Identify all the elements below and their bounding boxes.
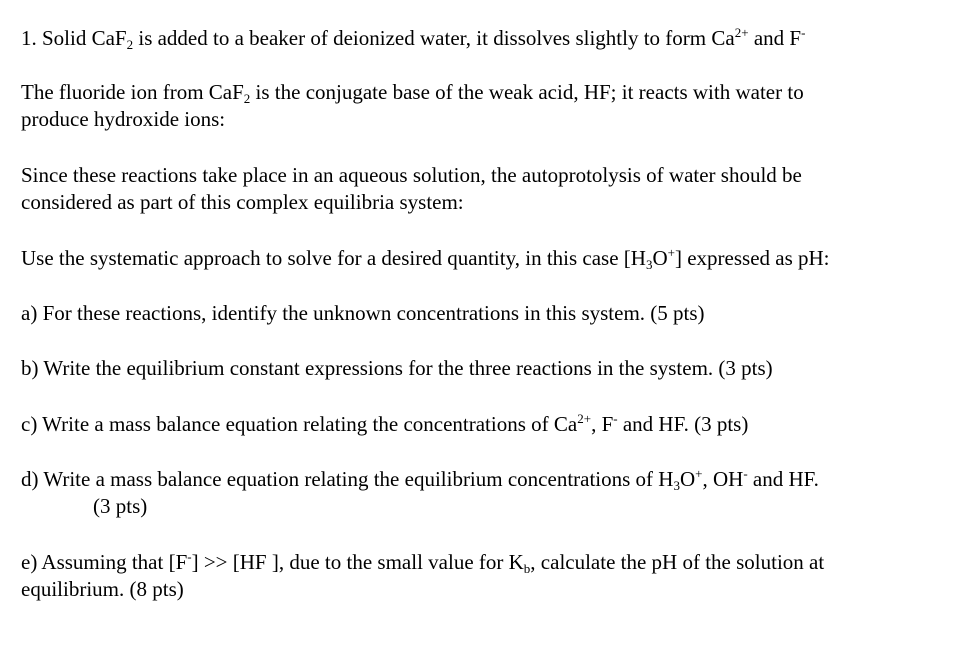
text-segment: O (652, 246, 668, 270)
superscript: - (187, 549, 192, 564)
part-e-line-2: equilibrium. (8 pts) (21, 577, 184, 601)
fluoride-paragraph-line-1 (21, 79, 804, 106)
text-segment: and F (748, 26, 802, 50)
autoprotolysis-paragraph-line-2: considered as part of this complex equilibria system: (21, 190, 464, 214)
fluoride-paragraph-line-2: produce hydroxide ions: (21, 107, 226, 131)
superscript: - (743, 466, 748, 481)
subscript: 3 (645, 257, 653, 272)
subscript: 3 (673, 478, 680, 493)
part-c (21, 411, 748, 438)
text-segment: is the conjugate base of the weak acid, HF; it reacts with water to (250, 80, 804, 104)
subscript: b (523, 561, 531, 576)
text-segment: The fluoride ion from CaF (21, 80, 244, 104)
part-b: b) Write the equilibrium constant expressions for the three reactions in the system. (3 pts) (21, 356, 773, 380)
superscript: + (667, 245, 675, 260)
subscript: 2 (243, 91, 251, 106)
part-d-line-1 (21, 466, 819, 493)
text-segment: e) Assuming that [F (21, 550, 188, 574)
text-segment: , calculate the pH of the solution at (530, 550, 825, 574)
superscript: - (801, 25, 806, 40)
part-d-line-2: (3 pts) (93, 494, 148, 518)
part-e-line-1 (21, 549, 824, 576)
systematic-approach-paragraph (21, 245, 830, 272)
superscript: + (695, 466, 703, 481)
superscript: 2+ (734, 25, 749, 40)
superscript: 2+ (577, 411, 592, 426)
text-segment: ] >> [HF ], due to the small value for K (191, 550, 524, 574)
text-segment: and HF. (747, 467, 819, 491)
subscript: 2 (126, 37, 134, 52)
text-segment: and HF. (3 pts) (617, 412, 749, 436)
text-segment: Use the systematic approach to solve for a desired quantity, in this case [H (21, 246, 646, 270)
text-segment: c) Write a mass balance equation relating the concentrations of Ca (21, 412, 578, 436)
autoprotolysis-paragraph-line-1: Since these reactions take place in an aqueous solution, the autoprotolysis of water should be (21, 163, 802, 187)
text-segment: , OH (702, 467, 744, 491)
text-segment: is added to a beaker of deionized water, it dissolves slightly to form Ca (133, 26, 735, 50)
text-segment: ] expressed as pH: (674, 246, 830, 270)
text-segment: 1. Solid CaF (21, 26, 127, 50)
question-statement (21, 25, 805, 52)
part-a: a) For these reactions, identify the unknown concentrations in this system. (5 pts) (21, 301, 705, 325)
text-segment: d) Write a mass balance equation relating the equilibrium concentrations of H (21, 467, 674, 491)
text-segment: , F (591, 412, 614, 436)
superscript: - (613, 411, 618, 426)
text-segment: O (679, 467, 696, 491)
